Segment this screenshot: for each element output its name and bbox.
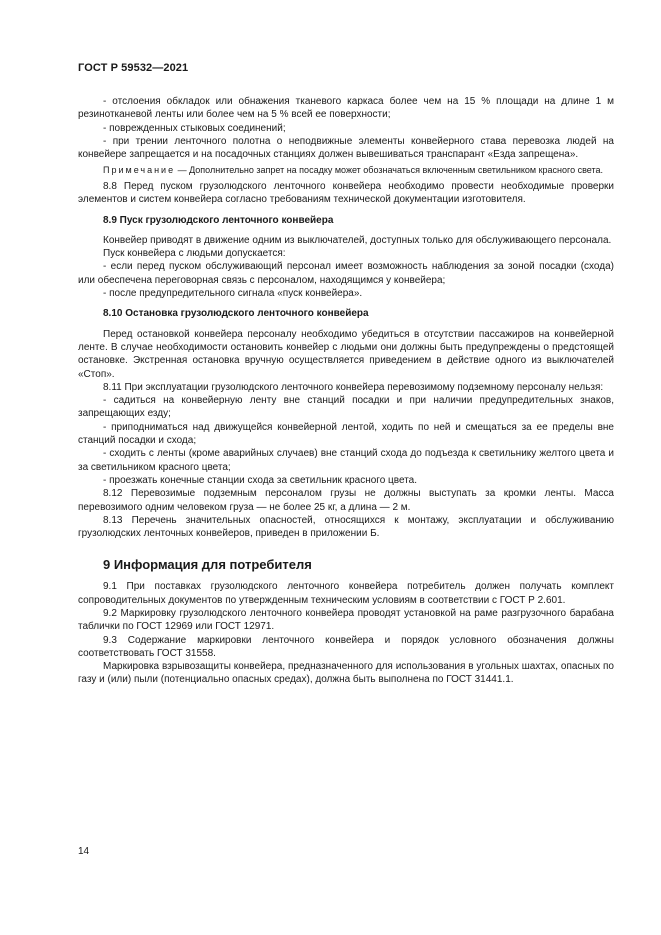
list-item-observation: - если перед пуском обслуживающий персонал имеет возможность наблюдения за зоной посадки (схода) или обеспечена переговорная связь с персоналом, находящимся у конвейера; bbox=[78, 261, 614, 286]
list-item-friction: - при трении ленточного полотна о неподвижные элементы конвейерного става перевозка людей на конвейере запрещается и на посадочных станциях должен вывешиваться транспарант «Езда запрещена». bbox=[78, 135, 614, 161]
clause-9-2: 9.2 Маркировку грузолюдского ленточного конвейера проводят установкой на раме разгрузочного барабана таблички по ГОСТ 12969 или ГОСТ 12971. bbox=[78, 608, 614, 633]
paragraph-start-switch: Конвейер приводят в движение одним из выключателей, доступных только для обслуживающего персонала. bbox=[103, 234, 612, 246]
page-number: 14 bbox=[78, 846, 90, 857]
note-text: — Дополнительно запрет на посадку может обозначаться включенным светильником красного света. bbox=[175, 165, 604, 176]
section-heading-9: 9 Информация для потребителя bbox=[103, 557, 312, 573]
list-item-damaged-joints: - поврежденных стыковых соединений; bbox=[103, 122, 286, 134]
page-body bbox=[78, 95, 614, 687]
list-item-walk: - приподниматься над движущейся конвейерной лентой, ходить по ней и смещаться за ее пределы вне станций посадки и схода; bbox=[78, 421, 614, 447]
clause-8-12: 8.12 Перевозимые подземным персоналом грузы не должны выступать за кромки ленты. Масса перевозимого одним человеком груза — не более 25 кг, а длина — 2 м. bbox=[78, 488, 614, 513]
clause-9-1: 9.1 При поставках грузолюдского ленточного конвейера потребитель должен получать комплект сопроводительных документов по утвержденным техническим условиям в соответствии с ГОСТ Р 2.601. bbox=[78, 581, 614, 606]
paragraph-stopping: Перед остановкой конвейера персоналу необходимо убедиться в отсутствии пассажиров на конвейерной ленте. В случае необходимости остановить конвейер с людьми они должны быть предупреждены о предстоящей остановке. Экстренная остановка вручную осуществляется приведением в действие одного из выключателей «Стоп». bbox=[78, 328, 614, 380]
paragraph-start-allowed: Пуск конвейера с людьми допускается: bbox=[103, 248, 286, 260]
note bbox=[78, 164, 614, 177]
paragraph-explosion-marking: Маркировка взрывозащиты конвейера, предназначенного для использования в угольных шахтах, опасных по газу и (или) пыли (потенциально опасных средах), должна быть выполнена по ГОСТ 31441.1. bbox=[78, 661, 614, 686]
list-item-sit: - садиться на конвейерную ленту вне станций посадки и при наличии предупредительных знаков, запрещающих езду; bbox=[78, 395, 614, 420]
document-header: ГОСТ Р 59532—2021 bbox=[78, 62, 189, 74]
note-label: Примечание bbox=[103, 165, 176, 176]
list-item-delamination: - отслоения обкладок или обнажения тканевого каркаса более чем на 15 % площади на длине 1 м резинотканевой ленты или более чем на 5 % всей ее поверхности; bbox=[78, 96, 614, 121]
heading-8-10: 8.10 Остановка грузолюдского ленточного конвейера bbox=[103, 308, 369, 320]
clause-8-11: 8.11 При эксплуатации грузолюдского ленточного конвейера перевозимому подземному персоналу нельзя: bbox=[103, 381, 604, 393]
clause-9-3: 9.3 Содержание маркировки ленточного конвейера и порядок условного обозначения должны соответствовать ГОСТ 31558. bbox=[78, 634, 614, 659]
list-item-signal: - после предупредительного сигнала «пуск конвейера». bbox=[103, 288, 363, 300]
list-item-exit: - сходить с ленты (кроме аварийных случаев) вне станций схода до подъезда к светильнику желтого цвета и за светильником красного цвета; bbox=[78, 448, 614, 473]
list-item-pass-end: - проезжать конечные станции схода за светильник красного цвета. bbox=[103, 474, 418, 486]
clause-8-13: 8.13 Перечень значительных опасностей, относящихся к монтажу, эксплуатации и обслуживанию грузолюдских ленточных конвейеров, приведен в приложении Б. bbox=[78, 514, 614, 540]
heading-8-9: 8.9 Пуск грузолюдского ленточного конвейера bbox=[103, 214, 334, 226]
clause-8-8: 8.8 Перед пуском грузолюдского ленточного конвейера необходимо провести необходимые проверки элементов и систем конвейера согласно требованиям технической документации изготовителя. bbox=[78, 180, 614, 206]
